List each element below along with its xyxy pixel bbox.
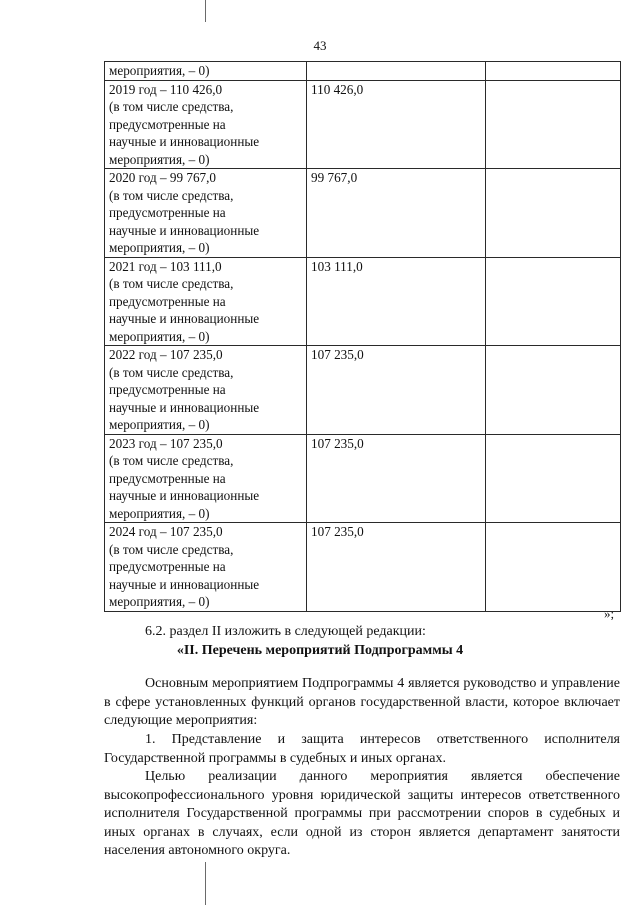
- year-funding-cell: [105, 346, 307, 435]
- cell-line: 2020 год – 99 767,0: [109, 170, 217, 185]
- cell-line: научные и инновационные: [109, 399, 260, 415]
- amount-cell: 107 235,0: [307, 523, 486, 612]
- cell-line: (в том числе средства,: [109, 453, 234, 468]
- table-row: [105, 62, 621, 81]
- cell-line: 2024 год – 107 235,0: [109, 524, 223, 539]
- amount-cell: 107 235,0: [307, 346, 486, 435]
- table-row: [105, 346, 621, 435]
- cell-line: 2023 год – 107 235,0: [109, 435, 223, 451]
- paragraph-main-activity: Основным мероприятием Подпрограммы 4 является руководство и управление в сфере установленных функций органов государственной власти, которое включает следующие мероприятия:: [104, 676, 620, 728]
- cell-line: мероприятия, – 0): [109, 505, 210, 521]
- page-number: 43: [313, 38, 327, 53]
- cell-line: научные и инновационные: [109, 311, 260, 326]
- empty-cell: [486, 523, 621, 612]
- cell-line: предусмотренные на: [109, 470, 226, 486]
- empty-cell: [486, 257, 621, 346]
- amount-cell: [307, 62, 486, 81]
- empty-cell: [486, 346, 621, 435]
- funding-table-body: [105, 62, 621, 612]
- closing-quote: »;: [604, 606, 615, 621]
- cell-line: научные и инновационные: [109, 488, 260, 503]
- cell-line: (в том числе средства,: [109, 364, 234, 380]
- cell-line: мероприятия, – 0): [109, 328, 210, 344]
- empty-cell: [486, 169, 621, 258]
- year-funding-cell: [105, 523, 307, 612]
- scan-fold-line-bottom: [205, 862, 206, 905]
- cell-line: (в том числе средства,: [109, 541, 234, 557]
- cell-line: (в том числе средства,: [109, 187, 234, 203]
- table-row: [105, 523, 621, 612]
- year-funding-cell: [105, 62, 307, 81]
- year-funding-cell: [105, 169, 307, 258]
- empty-cell: [486, 62, 621, 81]
- cell-line: мероприятия, – 0): [109, 417, 210, 432]
- cell-line: мероприятия, – 0): [109, 63, 210, 78]
- cell-line: предусмотренные на: [109, 293, 226, 309]
- cell-line: предусмотренные на: [109, 382, 226, 397]
- amount-cell: 103 111,0: [307, 257, 486, 346]
- scan-fold-line-top: [205, 0, 206, 22]
- cell-line: (в том числе средства,: [109, 99, 234, 114]
- table-row: [105, 434, 621, 523]
- cell-line: 2019 год – 110 426,0: [109, 81, 223, 97]
- table-row: [105, 169, 621, 258]
- year-funding-cell: [105, 257, 307, 346]
- cell-line: мероприятия, – 0): [109, 151, 210, 167]
- cell-line: 2022 год – 107 235,0: [109, 347, 223, 362]
- table-row: [105, 80, 621, 169]
- cell-line: мероприятия, – 0): [109, 594, 210, 609]
- cell-line: предусмотренные на: [109, 559, 226, 574]
- year-funding-cell: [105, 434, 307, 523]
- cell-line: научные и инновационные: [109, 576, 260, 592]
- cell-line: (в том числе средства,: [109, 276, 234, 291]
- empty-cell: [486, 434, 621, 523]
- empty-cell: [486, 80, 621, 169]
- amount-cell: 107 235,0: [307, 434, 486, 523]
- table-row: [105, 257, 621, 346]
- cell-line: мероприятия, – 0): [109, 240, 210, 255]
- amendment-intro: 6.2. раздел II изложить в следующей редакции:: [145, 624, 426, 639]
- cell-line: предусмотренные на: [109, 116, 226, 132]
- cell-line: 2021 год – 103 111,0: [109, 258, 222, 274]
- paragraph-activity-goal: Целью реализации данного мероприятия является обеспечение высокопрофессионального уровня юридической защиты интересов ответственного исполнителя Государственной программы при рассмотрении споров в судебных и иных органах в случаях, если одной из сторон является департамент занятости населения автономного округа.: [104, 769, 620, 858]
- funding-table: [104, 61, 621, 612]
- cell-line: научные и инновационные: [109, 134, 260, 149]
- section-title: «II. Перечень мероприятий Подпрограммы 4: [176, 643, 464, 658]
- amount-cell: 110 426,0: [307, 80, 486, 169]
- year-funding-cell: [105, 80, 307, 169]
- paragraph-activity-1: 1. Представление и защита интересов ответственного исполнителя Государственной программы в судебных и иных органах.: [104, 732, 620, 766]
- cell-line: предусмотренные на: [109, 205, 226, 220]
- amount-cell: 99 767,0: [307, 169, 486, 258]
- cell-line: научные и инновационные: [109, 222, 260, 238]
